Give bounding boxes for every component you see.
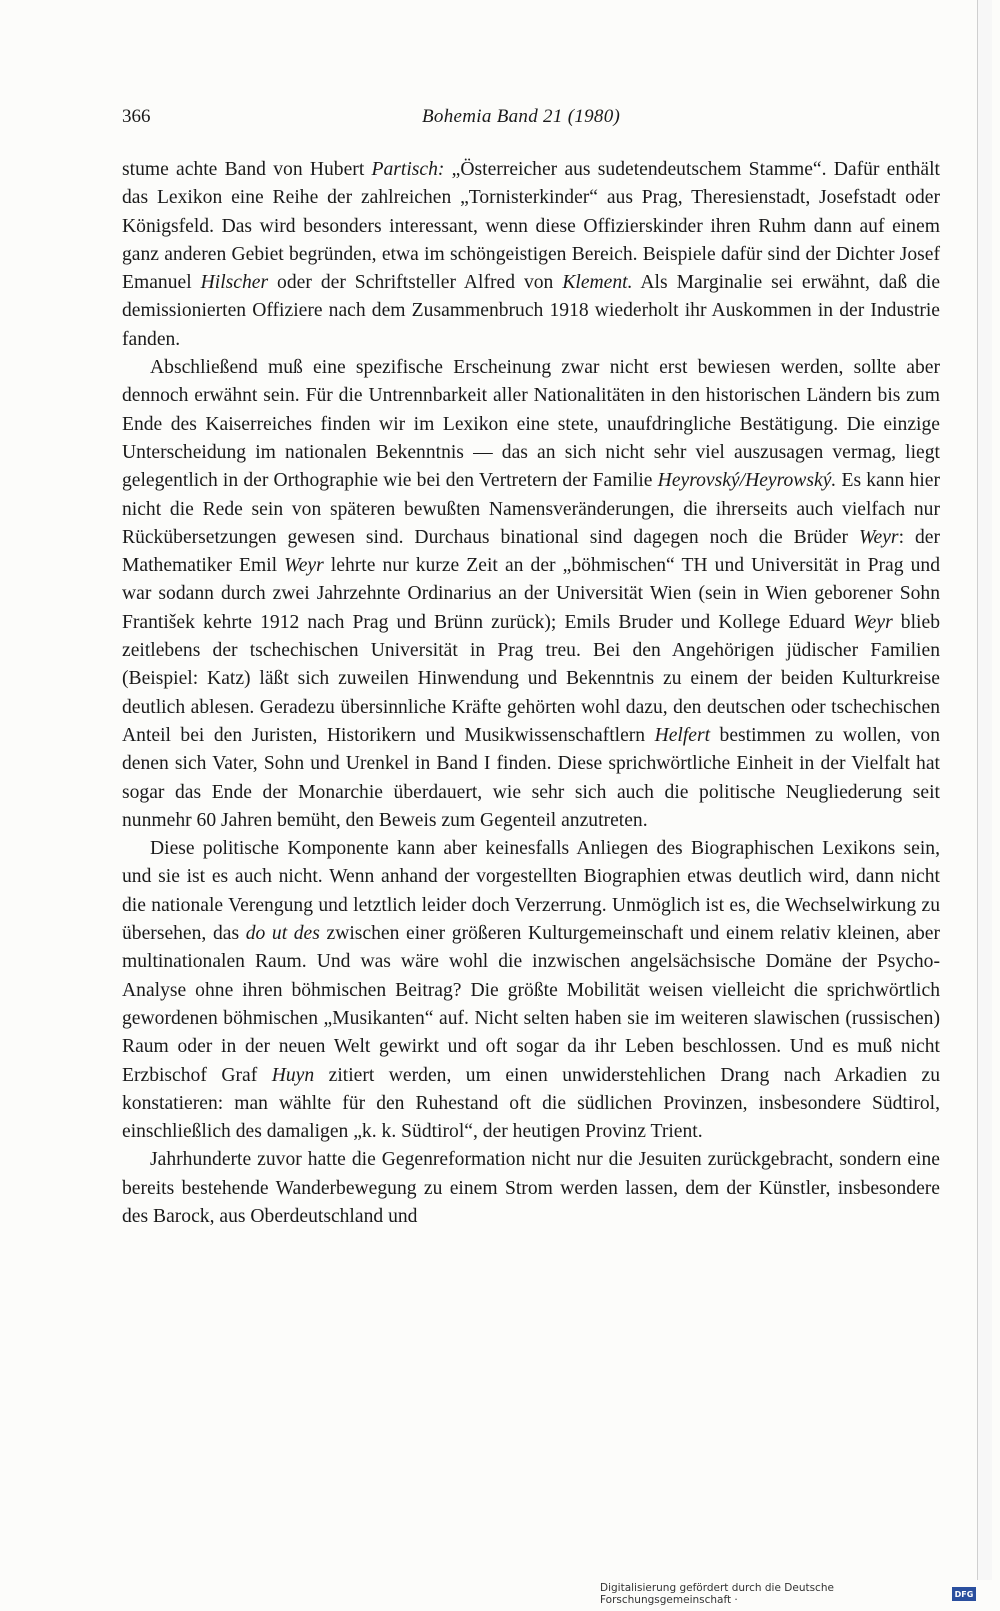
italic-name: Partisch: — [371, 159, 445, 180]
text-run: : der Mathematiker Emil — [122, 526, 940, 577]
paragraph — [122, 354, 940, 835]
text-run: Abschließend muß eine spezifische Erscheinung zwar nicht erst bewiesen werden, sollte aber dennoch erwähnt sein. Für die Untrennbarkeit aller Nationalitäten in den historischen Ländern bis zum Ende des Kaiserreiches finden wir im Lexikon eine stete, unaufdringliche Bestätigung. Die einzige Unterscheidung im nationalen Bekenntnis — das an sich nicht sehr viel auszusagen vermag, liegt gelegentlich in der Orthographie wie bei den Vertretern der Familie — [122, 357, 940, 492]
italic-name: Weyr — [853, 611, 893, 633]
paragraph — [122, 156, 940, 354]
text-run: lehrte nur kurze Zeit an der „böhmischen“ TH und Universität in Prag und war sodann durch zwei Jahrzehnte Ordinarius an der Universität Wien (sein in Wien geborener Sohn František kehrte 1912 nach Prag und Brünn zurück); Emils Bruder und Kollege Eduard — [122, 555, 940, 633]
italic-name: Hilscher — [200, 272, 269, 294]
italic-name: Weyr — [859, 526, 899, 548]
paragraph — [122, 835, 940, 1146]
article-body — [122, 156, 940, 1231]
text-run: bestimmen zu wollen, von denen sich Vater, Sohn und Urenkel in Band I finden. Diese sprichwörtliche Einheit in der Vielfalt hat sogar das Ende der Monarchie überdauert, wie sehr sich auch die politische Neugliederung seit nunmehr 60 Jahren bemüht, den Beweis zum Gegenteil anzutreten. — [122, 724, 941, 831]
dfg-logo-icon: DFG — [952, 1587, 976, 1601]
paragraph — [122, 1146, 940, 1231]
italic-name: do ut des — [245, 923, 320, 945]
text-run: Als Marginalie sei erwähnt, daß die demissionierten Offiziere nach dem Zusammenbruch 1918 wiederholt ihr Auskommen in der Industrie fanden. — [122, 272, 941, 350]
text-run: zwischen einer größeren Kulturgemeinschaft und einem relativ kleinen, aber multinationalen Raum. Und was wäre wohl die inzwischen angelsächsische Domäne der Psycho-Analyse ohne ihren böhmischen Beitrag? Die größte Mobilität weisen vielleicht die sprichwörtlich gewordenen böhmischen „Musikanten“ auf. Nicht selten haben sie im weiteren slawischen (russischen) Raum oder in der neuen Welt gewirkt und oft sogar da ihr Leben beschlossen. Und es muß nicht Erzbischof Graf — [122, 923, 941, 1086]
italic-name: Heyrovský/Heyrowský. — [657, 470, 837, 492]
text-run: „Österreicher aus sudetendeutschem Stamme“. Dafür enthält das Lexikon eine Reihe der zahlreichen „Tornisterkinder“ aus Prag, Theresienstadt, Josefstadt oder Königsfeld. Das wird besonders interessant, wenn diese Offizierskinder ihren Ruhm dann auf einem ganz anderen Gebiet begründen, etwa im schöngeistigen Bereich. Beispiele dafür sind der Dichter Josef Emanuel — [122, 159, 940, 294]
scan-edge — [977, 0, 992, 1580]
page-number: 366 — [122, 106, 151, 127]
italic-name: Helfert — [654, 724, 711, 746]
italic-name: Klement. — [562, 272, 633, 294]
italic-name: Weyr — [284, 555, 324, 577]
italic-name: Huyn — [271, 1064, 315, 1086]
running-title: Bohemia Band 21 (1980) — [422, 106, 621, 127]
text-run: Diese politische Komponente kann aber keinesfalls Anliegen des Biographischen Lexikons sein, und sie ist es auch nicht. Wenn anhand der vorgestellten Biographien etwas deutlich wird, dann nicht die nationale Verengung und letztlich leider doch Verzerrung. Unmöglich ist es, die Wechselwirkung zu übersehen, das — [122, 838, 940, 945]
text-run: Jahrhunderte zuvor hatte die Gegenreformation nicht nur die Jesuiten zurückgebracht, sondern eine bereits bestehende Wanderbewegung zu einem Strom werden lassen, dem der Künstler, insbesondere des Barock, aus Oberdeutschland und — [122, 1149, 940, 1227]
text-run: oder der Schriftsteller Alfred von — [268, 272, 563, 294]
footer-credit-text: Digitalisierung gefördert durch die Deutsche Forschungsgemeinschaft · — [600, 1582, 834, 1606]
text-run: Es kann hier nicht die Rede sein von späteren bewußten Namensveränderungen, die ihrerseits auch vielfach nur Rückübersetzungen gewesen sind. Durchaus binational sind dagegen noch die Brüder — [122, 470, 940, 548]
text-run: zitiert werden, um einen unwiderstehlichen Drang nach Arkadien zu konstatieren: man wählte für den Ruhestand oft die südlichen Provinzen, insbesondere Südtirol, einschließlich des damaligen „k. k. Südtirol“, der heutigen Provinz Trient. — [122, 1064, 940, 1143]
page-header — [122, 106, 940, 136]
text-run: stume achte Band von Hubert — [122, 159, 372, 180]
text-run: blieb zeitlebens der tschechischen Universität in Prag treu. Bei den Angehörigen jüdischer Familien (Beispiel: Katz) läßt sich zuweilen Hinwendung und Bekenntnis zu einem der beiden Kulturkreise deutlich ablesen. Geradezu übersinnliche Kräfte gehörten wohl dazu, den deutschen oder tschechischen Anteil bei den Juristen, Historikern und Musikwissenschaftlern — [122, 611, 940, 746]
footer-credit — [600, 1584, 976, 1604]
